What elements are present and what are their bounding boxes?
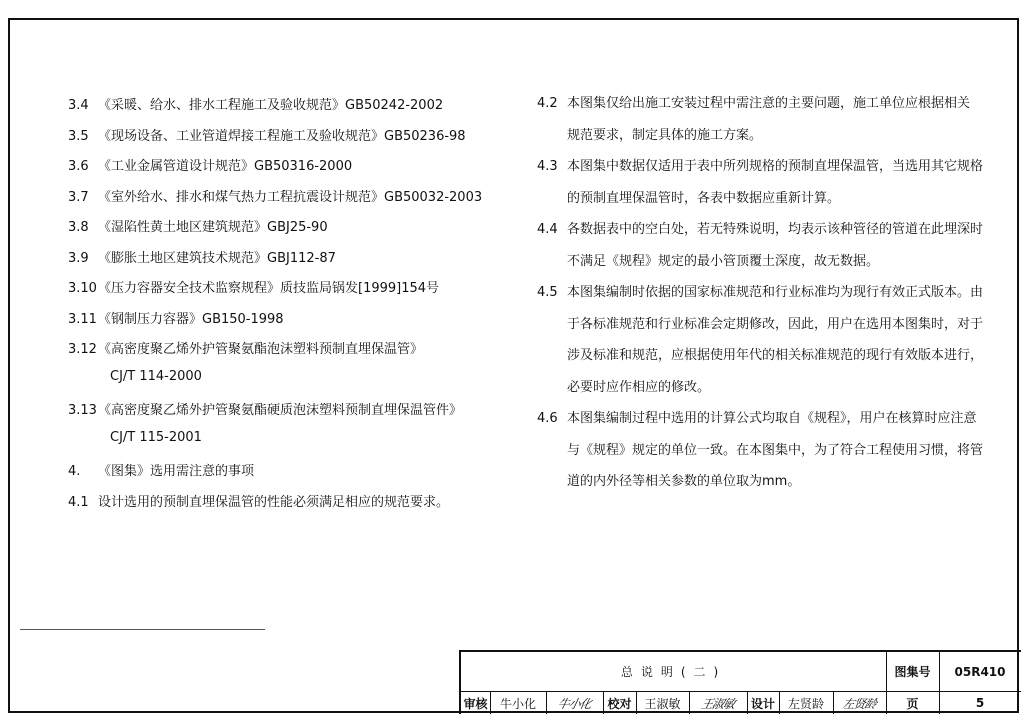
text-line <box>537 218 983 237</box>
text-line <box>68 125 466 144</box>
text-line <box>110 430 202 445</box>
item-number: 4.1 <box>68 494 89 510</box>
item-number: 3.8 <box>68 220 89 235</box>
text-line <box>537 155 983 174</box>
item-text: 《湿陷性黄土地区建筑规范》GBJ25-90 <box>98 220 328 235</box>
text-line <box>68 155 352 174</box>
item-text: 本图集仅给出施工安装过程中需注意的主要问题，施工单位应根据相关 <box>567 96 971 111</box>
item-text: 《钢制压力容器》GB150-1998 <box>98 311 284 327</box>
item-text: 规范要求，制定具体的施工方案。 <box>567 127 763 143</box>
text-line <box>567 313 983 332</box>
text-line <box>567 470 800 489</box>
text-line <box>68 308 284 327</box>
item-number: 3.7 <box>68 189 89 205</box>
text-line <box>567 439 983 458</box>
item-text: 的预制直埋保温管时，各表中数据应重新计算。 <box>567 190 841 206</box>
item-number: 4. <box>68 464 81 479</box>
atlas-no-label: 图集号 <box>894 665 931 679</box>
item-number: 3.9 <box>68 250 89 266</box>
drawing-frame <box>8 18 1019 713</box>
text-line <box>68 186 482 205</box>
text-line <box>68 338 423 357</box>
item-text: CJ/T 115-2001 <box>110 429 202 445</box>
title-block <box>459 650 1021 714</box>
item-number: 3.10 <box>68 281 97 296</box>
text-line <box>537 92 970 111</box>
item-text: 各数据表中的空白处，若无特殊说明，均表示该种管径的管道在此埋深时 <box>567 222 984 237</box>
text-line <box>68 460 254 479</box>
item-number: 4.3 <box>537 159 558 174</box>
item-text: 于各标准规范和行业标准会定期修改，因此，用户在选用本图集时，对于 <box>567 316 984 332</box>
text-line <box>68 277 439 296</box>
item-text: 涉及标准和规范，应根据使用年代的相关标准规范的现行有效版本进行， <box>567 348 984 363</box>
text-line <box>68 491 449 510</box>
text-line <box>567 187 840 206</box>
page-number: 5 <box>975 696 985 710</box>
item-number: 3.4 <box>68 98 89 113</box>
text-line <box>68 399 462 418</box>
text-line <box>567 376 710 395</box>
designer-signature: 左贤龄 <box>841 696 878 711</box>
design-label: 设计 <box>750 696 775 711</box>
divider-line <box>20 629 265 630</box>
item-text: 《室外给水、排水和煤气热力工程抗震设计规范》GB50032-2003 <box>98 189 483 205</box>
reviewer-name: 牛小化 <box>499 696 536 711</box>
text-line <box>537 407 977 426</box>
item-text: 必要时应作相应的修改。 <box>567 379 711 395</box>
page-label: 页 <box>906 696 919 711</box>
item-text: 本图集编制时依据的国家标准规范和行业标准均为现行有效正式版本。由 <box>567 285 984 300</box>
item-text: 不满足《规程》规定的最小管顶覆土深度，故无数据。 <box>567 253 880 269</box>
item-text: 本图集中数据仅适用于表中所列规格的预制直埋保温管，当选用其它规格 <box>567 159 984 174</box>
item-text: 本图集编制过程中选用的计算公式均取自《规程》，用户在核算时应注意 <box>567 411 977 426</box>
item-text: 《高密度聚乙烯外护管聚氨酯泡沫塑料预制直埋保温管》 <box>98 342 424 357</box>
item-text: 《压力容器安全技术监察规程》质技监局锅发[1999]154号 <box>98 281 440 296</box>
text-line <box>110 369 202 384</box>
item-text: 设计选用的预制直埋保温管的性能必须满足相应的规范要求。 <box>98 494 450 510</box>
text-line <box>567 124 762 143</box>
text-line <box>68 247 336 266</box>
check-label: 校对 <box>607 696 632 711</box>
item-number: 3.5 <box>68 128 89 144</box>
item-number: 3.12 <box>68 342 97 357</box>
item-text: CJ/T 114-2000 <box>110 368 202 384</box>
item-number: 4.6 <box>537 411 558 426</box>
text-line <box>567 344 983 363</box>
item-text: 《采暖、给水、排水工程施工及验收规范》GB50242-2002 <box>98 98 444 113</box>
text-line <box>567 250 879 269</box>
item-number: 3.6 <box>68 159 89 174</box>
item-text: 《高密度聚乙烯外护管聚氨酯硬质泡沫塑料预制直埋保温管件》 <box>98 403 463 418</box>
text-line <box>68 216 328 235</box>
item-number: 4.2 <box>537 96 558 111</box>
checker-name: 王淑敏 <box>644 696 681 711</box>
sheet-title: 总说明(二) <box>620 665 727 679</box>
item-text: 与《规程》规定的单位一致。在本图集中，为了符合工程使用习惯，将管 <box>567 442 984 458</box>
item-number: 3.13 <box>68 403 97 418</box>
atlas-no: 05R410 <box>954 664 1006 679</box>
item-text: 《膨胀土地区建筑技术规范》GBJ112-87 <box>98 250 336 266</box>
item-number: 3.11 <box>68 311 97 327</box>
item-text: 道的内外径等相关参数的单位取为mm。 <box>567 474 801 489</box>
reviewer-signature: 牛小化 <box>556 696 593 711</box>
designer-name: 左贤龄 <box>787 696 824 711</box>
item-text: 《工业金属管道设计规范》GB50316-2000 <box>98 159 353 174</box>
item-number: 4.5 <box>537 285 558 300</box>
text-line <box>68 94 443 113</box>
item-text: 《图集》选用需注意的事项 <box>98 464 255 479</box>
review-label: 审核 <box>463 696 488 711</box>
item-number: 4.4 <box>537 222 558 237</box>
checker-signature: 王淑敏 <box>699 696 736 711</box>
item-text: 《现场设备、工业管道焊接工程施工及验收规范》GB50236-98 <box>98 128 466 144</box>
text-line <box>537 281 983 300</box>
